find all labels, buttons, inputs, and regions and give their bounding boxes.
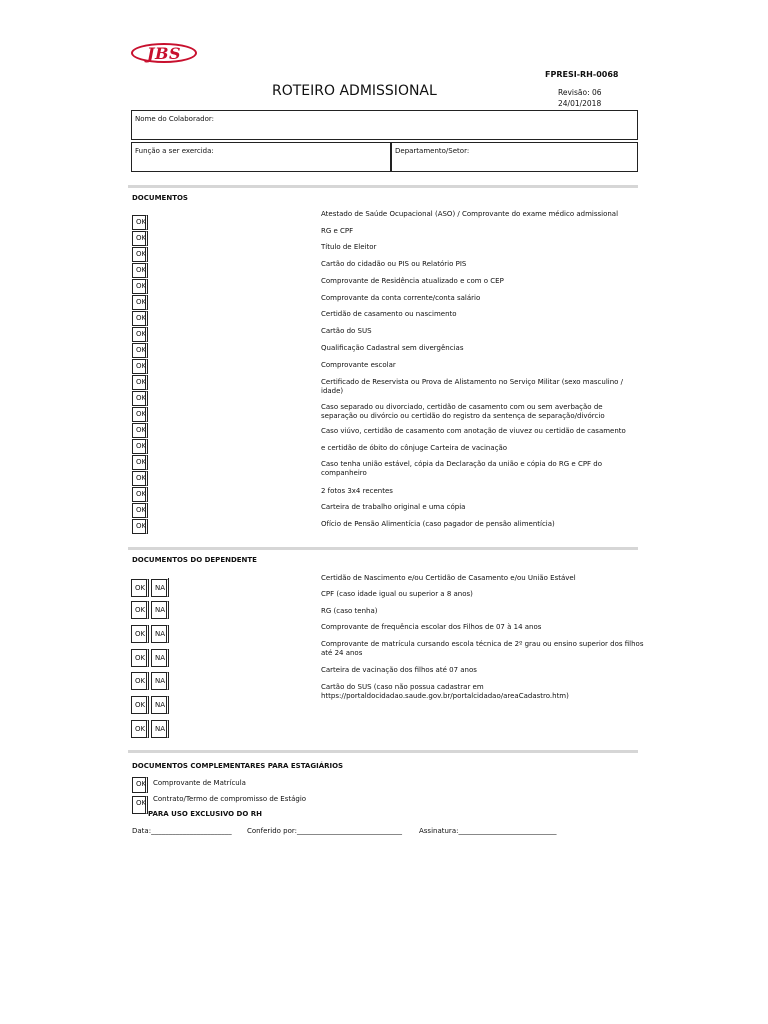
dependente-heading: DOCUMENTOS DO DEPENDENTE bbox=[132, 556, 257, 564]
ok-checkbox[interactable]: OK bbox=[131, 625, 149, 643]
departamento-label: Departamento/Setor: bbox=[395, 147, 470, 155]
ok-checkbox[interactable]: OK bbox=[132, 439, 148, 454]
ok-checkbox[interactable]: OK bbox=[132, 503, 148, 518]
logo-text: JBS bbox=[146, 44, 182, 63]
doc-item: Qualificação Cadastral sem divergências bbox=[321, 344, 464, 352]
ok-checkbox[interactable]: OK bbox=[132, 295, 148, 310]
conferido-field[interactable]: Conferido por:______________________________ bbox=[247, 827, 402, 835]
doc-item: Certificado de Reservista ou Prova de Alistamento no Serviço Militar (sexo masculino / bbox=[321, 378, 624, 386]
doc-item: Comprovante escolar bbox=[321, 361, 396, 369]
na-checkbox[interactable]: NA bbox=[151, 579, 169, 597]
doc-item: Comprovante da conta corrente/conta salário bbox=[321, 294, 481, 302]
page-title: ROTEIRO ADMISSIONAL bbox=[272, 83, 437, 99]
ok-checkbox[interactable]: OK bbox=[131, 649, 149, 667]
revision: Revisão: 06 bbox=[558, 88, 602, 97]
doc-item: RG e CPF bbox=[321, 227, 354, 235]
dep-item: https://portaldocidadao.saude.gov.br/portalcidadao/areaCadastro.htm) bbox=[321, 692, 569, 700]
dep-item: Carteira de vacinação dos filhos até 07 anos bbox=[321, 666, 477, 674]
ok-checkbox[interactable]: OK bbox=[132, 407, 148, 422]
colaborador-label: Nome do Colaborador: bbox=[135, 115, 214, 123]
estagio-item: Contrato/Termo de compromisso de Estágio bbox=[153, 795, 307, 803]
ok-checkbox[interactable]: OK bbox=[132, 455, 148, 470]
ok-checkbox[interactable]: OK bbox=[132, 343, 148, 358]
dep-item: RG (caso tenha) bbox=[321, 607, 378, 615]
assinatura-field[interactable]: Assinatura:____________________________ bbox=[419, 827, 557, 835]
colaborador-field[interactable] bbox=[131, 110, 638, 140]
doc-item: Carteira de trabalho original e uma cópia bbox=[321, 503, 466, 511]
section-divider bbox=[128, 185, 638, 188]
ok-checkbox[interactable]: OK bbox=[132, 247, 148, 262]
data-field[interactable]: Data:_______________________ bbox=[132, 827, 232, 835]
estagio-item: Comprovante de Matrícula bbox=[153, 779, 246, 787]
ok-checkbox[interactable]: OK bbox=[131, 696, 149, 714]
ok-checkbox[interactable]: OK bbox=[132, 215, 148, 230]
doc-item: Ofício de Pensão Alimentícia (caso pagador de pensão alimentícia) bbox=[321, 520, 555, 528]
ok-checkbox[interactable]: OK bbox=[131, 720, 149, 738]
section-divider bbox=[128, 750, 638, 753]
ok-checkbox[interactable]: OK bbox=[132, 796, 148, 814]
na-checkbox[interactable]: NA bbox=[151, 696, 169, 714]
form-code: FPRESI-RH-0068 bbox=[545, 70, 619, 79]
doc-item: companheiro bbox=[321, 469, 367, 477]
doc-item: 2 fotos 3x4 recentes bbox=[321, 487, 393, 495]
dep-item: Comprovante de frequência escolar dos Filhos de 07 à 14 anos bbox=[321, 623, 542, 631]
doc-item: idade) bbox=[321, 387, 344, 395]
na-checkbox[interactable]: NA bbox=[151, 672, 169, 690]
dep-item: até 24 anos bbox=[321, 649, 363, 657]
ok-checkbox[interactable]: OK bbox=[131, 601, 149, 619]
doc-item: Atestado de Saúde Ocupacional (ASO) / Comprovante do exame médico admissional bbox=[321, 210, 619, 218]
dep-item: Comprovante de matrícula cursando escola técnica de 2º grau ou ensino superior dos filhos bbox=[321, 640, 644, 648]
doc-item: Certidão de casamento ou nascimento bbox=[321, 310, 457, 318]
ok-checkbox[interactable]: OK bbox=[132, 263, 148, 278]
funcao-label: Função a ser exercida: bbox=[135, 147, 214, 155]
doc-item: Caso tenha união estável, cópia da Declaração da união e cópia do RG e CPF do bbox=[321, 460, 603, 468]
doc-item: Cartão do SUS bbox=[321, 327, 372, 335]
ok-checkbox[interactable]: OK bbox=[132, 359, 148, 374]
na-checkbox[interactable]: NA bbox=[151, 601, 169, 619]
ok-checkbox[interactable]: OK bbox=[132, 375, 148, 390]
doc-item: Caso separado ou divorciado, certidão de casamento com ou sem averbação de bbox=[321, 403, 603, 411]
na-checkbox[interactable]: NA bbox=[151, 720, 169, 738]
ok-checkbox[interactable]: OK bbox=[132, 311, 148, 326]
dep-item: CPF (caso idade igual ou superior a 8 anos) bbox=[321, 590, 473, 598]
ok-checkbox[interactable]: OK bbox=[132, 487, 148, 502]
departamento-field[interactable] bbox=[391, 142, 638, 172]
rh-heading: PARA USO EXCLUSIVO DO RH bbox=[148, 810, 262, 818]
doc-item: Caso viúvo, certidão de casamento com anotação de viuvez ou certidão de casamento bbox=[321, 427, 626, 435]
ok-checkbox[interactable]: OK bbox=[132, 423, 148, 438]
dep-item: Cartão do SUS (caso não possua cadastrar em bbox=[321, 683, 484, 691]
jbs-logo bbox=[131, 41, 197, 63]
ok-checkbox[interactable]: OK bbox=[132, 777, 148, 793]
doc-item: e certidão de óbito do cônjuge Carteira de vacinação bbox=[321, 444, 508, 452]
doc-item: Comprovante de Residência atualizado e com o CEP bbox=[321, 277, 504, 285]
ok-checkbox[interactable]: OK bbox=[132, 327, 148, 342]
doc-item: Título de Eleitor bbox=[321, 243, 377, 251]
section-divider bbox=[128, 547, 638, 550]
doc-item: separação ou divórcio ou certidão do registro da sentença de separação/divórcio bbox=[321, 412, 605, 420]
ok-checkbox[interactable]: OK bbox=[132, 519, 148, 534]
ok-checkbox[interactable]: OK bbox=[132, 231, 148, 246]
dep-item: Certidão de Nascimento e/ou Certidão de Casamento e/ou União Estável bbox=[321, 574, 576, 582]
estagiarios-heading: DOCUMENTOS COMPLEMENTARES PARA ESTAGIÁRIOS bbox=[132, 762, 344, 770]
funcao-field[interactable] bbox=[131, 142, 391, 172]
doc-item: Cartão do cidadão ou PIS ou Relatório PIS bbox=[321, 260, 467, 268]
na-checkbox[interactable]: NA bbox=[151, 625, 169, 643]
ok-checkbox[interactable]: OK bbox=[131, 579, 149, 597]
na-checkbox[interactable]: NA bbox=[151, 649, 169, 667]
ok-checkbox[interactable]: OK bbox=[132, 471, 148, 486]
revision-date: 24/01/2018 bbox=[558, 99, 602, 108]
ok-checkbox[interactable]: OK bbox=[132, 279, 148, 294]
ok-checkbox[interactable]: OK bbox=[131, 672, 149, 690]
ok-checkbox[interactable]: OK bbox=[132, 391, 148, 406]
documentos-heading: DOCUMENTOS bbox=[132, 194, 188, 202]
